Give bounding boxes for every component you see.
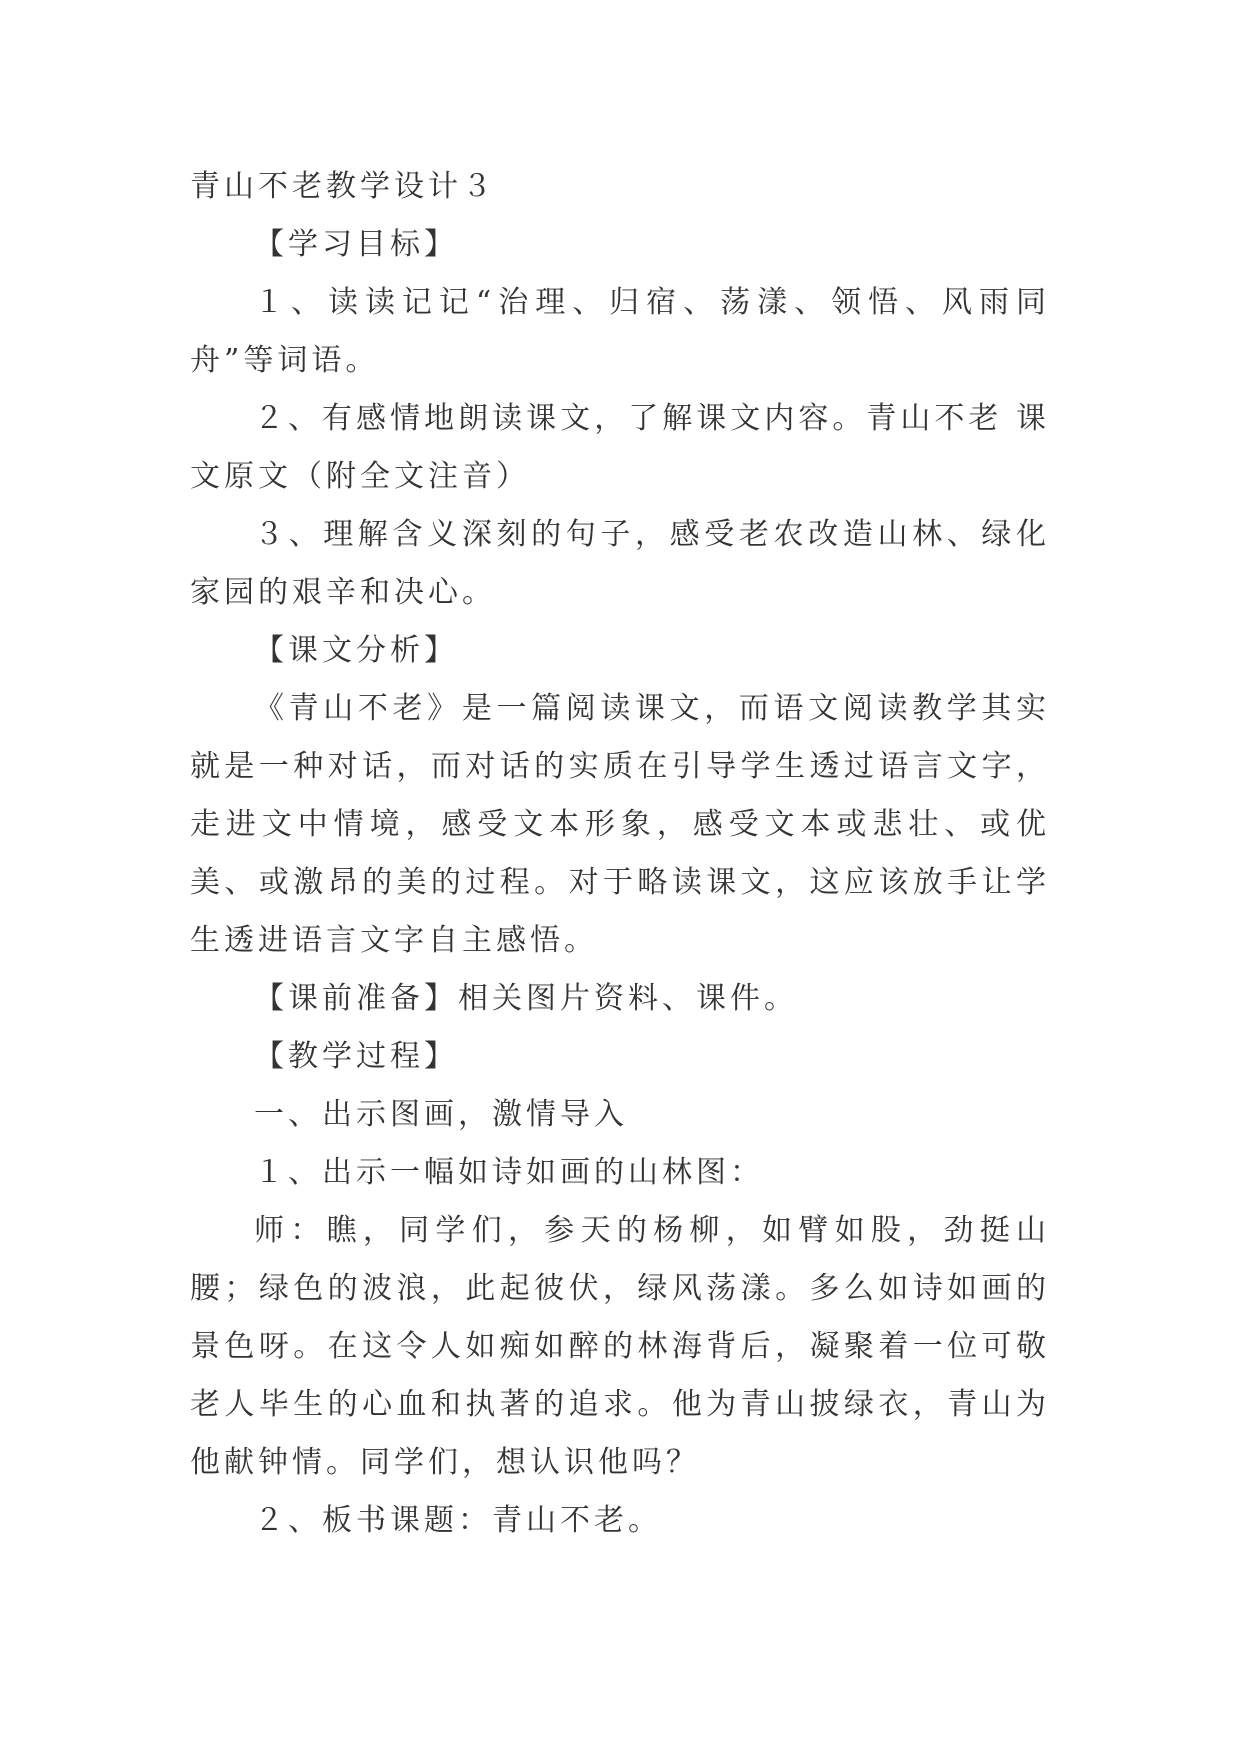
document-body	[190, 158, 1050, 1550]
section-heading-process: 【教学过程】	[254, 1039, 458, 1074]
section-heading-objectives: 【学习目标】	[254, 227, 458, 262]
process-item-1: １、出示一幅如诗如画的山林图：	[254, 1155, 764, 1190]
teacher-speech-paragraph: 师：瞧，同学们，参天的杨柳，如臂如股，劲挺山腰；绿色的波浪，此起彼伏，绿风荡漾。多么如诗如画的景色呀。在这令人如痴如醉的林海背后，凝聚着一位可敬老人毕生的心血和执著的追求。他为青山披绿衣，青山为他献钟情。同学们，想认识他吗？	[190, 1213, 1050, 1480]
preparation-paragraph: 【课前准备】相关图片资料、课件。	[254, 981, 798, 1016]
objective-item-2: ２、有感情地朗读课文，了解课文内容。青山不老 课文原文（附全文注音）	[190, 401, 1050, 494]
objective-item-1: １、读读记记“治理、归宿、荡漾、领悟、风雨同舟”等词语。	[190, 285, 1050, 378]
section-heading-analysis: 【课文分析】	[254, 633, 458, 668]
objective-item-3: ３、理解含义深刻的句子，感受老农改造山林、绿化家园的艰辛和决心。	[190, 517, 1050, 610]
analysis-paragraph: 《青山不老》是一篇阅读课文，而语文阅读教学其实就是一种对话，而对话的实质在引导学生透过语言文字，走进文中情境，感受文本形象，感受文本或悲壮、或优美、或激昂的美的过程。对于略读课文，这应该放手让学生透进语言文字自主感悟。	[190, 691, 1050, 958]
process-item-2: ２、板书课题：青山不老。	[254, 1503, 662, 1538]
document-title: 青山不老教学设计３	[190, 169, 496, 204]
process-step-heading: 一、出示图画，激情导入	[254, 1097, 628, 1132]
